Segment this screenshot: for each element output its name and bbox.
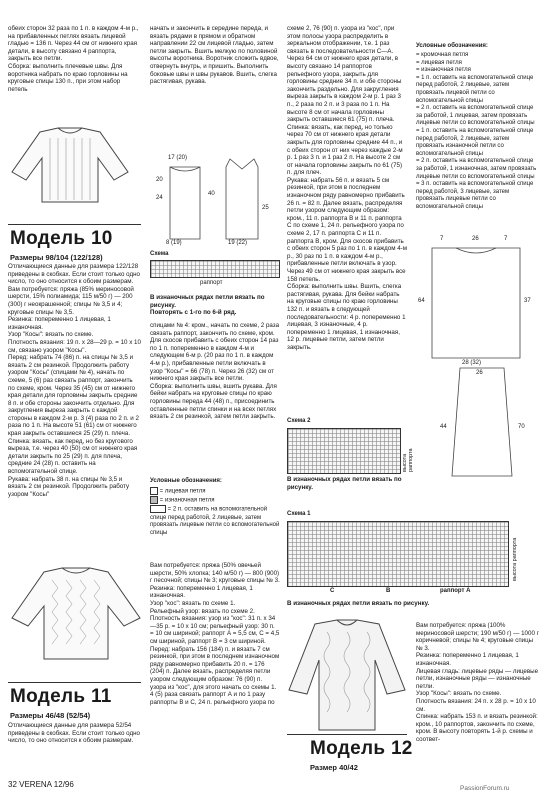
legend-knit-text: = лицевая петля (159, 488, 206, 495)
legend4-cable5-text: = 3 п. оставить на вспомогательной спице перед работой, 3 лицевые, затем провязать лицевые петли со вспомогательной спицы (416, 181, 534, 210)
schema1-chart (287, 521, 509, 587)
legend4-cable5 (416, 181, 538, 211)
col1-top-text: обеих сторон 32 раза по 1 п. в каждом 4-м р., на прибавленных петлях вязать лицевой гладью = 136 п. Через 44 см от нижнего края детали, в высоту связано 4 раппорта, закрыть все петли. Сборка: выполнить плечевые швы. Для воротника набрать по краю горловины на круговые спицы 130 п., при этом набор петель (8, 25, 139, 93)
schema1-label-b: B (386, 588, 391, 594)
chart-rapport-label: раппорт (200, 280, 223, 286)
legend4-edge-text: = кромочная петля (416, 52, 469, 58)
model11-sizes: Размеры 46/48 (52/54) (10, 711, 91, 720)
model11-dim-side-0: 64 (418, 298, 425, 304)
legend-title-col4: Условные обозначения: (416, 43, 488, 49)
legend4-edge (416, 52, 538, 60)
legend4-cable3-text: = 1 п. оставить на вспомогательной спице перед работой, 2 лицевые, затем провязать изнаночной петли со вспомогательной спицы (416, 127, 534, 157)
model10-heading: Модель 10 (10, 228, 113, 249)
model11-dim-top-0: 7 (440, 236, 444, 242)
legend4-purl-text: = изнаночная петля (416, 67, 471, 74)
legend4-cable1 (416, 75, 538, 105)
legend4-purl (416, 67, 538, 75)
legend4-knit-text: = лицевая петля (416, 59, 462, 66)
model10-dim-top: 17 (20) (168, 155, 188, 161)
model11-sleeve-1: 44 (440, 424, 447, 430)
legend-cable (150, 505, 280, 537)
model11-sweater-illustration (8, 566, 143, 661)
model10-rule (8, 224, 141, 225)
model11-dim-top-2: 7 (504, 236, 508, 242)
chart-title: Схема (150, 251, 169, 257)
model12-illustration (287, 620, 407, 732)
model10-schematic (150, 155, 280, 247)
legend-purl (150, 496, 280, 505)
legend4-cable4 (416, 158, 538, 181)
model12-rule (287, 734, 407, 735)
legend-cable-text: = 2 п. оставить на вспомогательной спице перед работой, 2 лицевые, затем провязать лицевые петли со вспомогательной спицы (150, 506, 280, 536)
model12-heading: Модель 12 (310, 738, 413, 759)
model10-dim-side-3: 25 (262, 205, 269, 211)
model12-sizes: Размер 40/42 (310, 763, 358, 772)
schema1-rapport-vertical: высота раппорта (512, 537, 518, 581)
model11-dim-side-1: 37 (524, 298, 531, 304)
legend4-cable2 (416, 105, 538, 128)
chart-note: В изнаночных рядах петли вязать по рисунку. Повторять с 1-го по 6-й ряд. (150, 294, 265, 317)
model10-dim-bottom: 8 (19) (166, 240, 182, 246)
model10-text: Отличающиеся данные для размера 122/128 приведены в скобках. Если стоит только одно число, то оно относится к обоим размерам. Вам потребуется: пряжа (85% мериносовой шерсти, 15% полиамида; 115 м/50 г) — 200 (300) г неокрашенной; спицы № 3,5 и 4; круговые спицы № 3,5. Резинка: попеременно 1 лицевая, 1 изнаночная. Узор "Косы": вязать по схеме. Плотность вязания: 19 п. х 28—29 р. = 10 х 10 см, связано узором "Косы". Перед: набрать 74 (86) п. на спицы № 3,5 и вязать 2 см резинкой. Продолжить работу узором "Косы" (спицами № 4), начать по схеме, 5 (6) раз связать раппорт, закончить по схеме, кром. Через 35 (45) см от нижнего края детали для горловины закрыть средние 8 п. и обе стороны закончить отдельно. Для закругления выреза закрыть с каждой стороны в каждом 2-м р. 3 (4) раза по 2 п. и 2 раза по 1 п. На высоте 51 (61) см от нижнего края закрыть оставшиеся 25 (29) п. плеча. Спинка: вязать, как перед, но без кругового выреза, т.е. через 40 (50) см от нижнего края детали закрыть по 25 (29) п. для плеча, средние 24 (28) п. оставить на вспомогательной спице. Рукава: набрать 38 п. на спицы № 3,5 и вязать 2 см резинкой. Продолжить работу узором "Косы" (8, 263, 141, 498)
model10-sweater-illustration (10, 124, 130, 204)
schema1-title: Схема 1 (287, 511, 311, 517)
schema1-note: В изнаночных рядах петли вязать по рисунку. (287, 600, 430, 607)
model11-heading: Модель 11 (10, 686, 112, 707)
legend4-cable1-text: = 1 п. оставить на вспомогательной спице перед работой, 2 лицевые, затем провязать лицевой петли со вспомогательной спицы (416, 74, 534, 104)
model10-sizes: Размеры 98/104 (122/128) (10, 253, 103, 262)
legend-col2 (150, 487, 280, 537)
model12-text: Вам потребуется: пряжа (100% мериносовой шерсти; 190 м/50 г) — 1000 г коричневой; спицы № 4; круговые спицы № 3. Резинка: попеременно 1 лицевая, 1 изнаночная. Лицевая гладь: лицевые ряды — лицевые петли, изнаночные ряды — изнаночные петли. Узор "Косы": вязать по схеме. Плотность вязания: 24 п. х 28 р. = 10 х 10 см. Спинка: набрать 153 п. и вязать резинкой: кром., 10 раппортов, закончить по схеме, кром. В высоту повторять 1-й р. схемы и соответ- (416, 622, 539, 743)
page-footer: 32 VERENA 12/96 (8, 780, 74, 789)
legend4-cable3 (416, 128, 538, 158)
model11-needs-text: Вам потребуется: пряжа (50% овечьей шерсти, 50% хлопка; 140 м/50 г) — 800 (900) г песочной; спицы № 3; круговые спицы № 3. Резинка: попеременно 1 лицевая, 1 изнаночная. Узор "кос": вязать по схеме 1. Рельефный узор: вязать по схеме 2. Плотность вязания: узор из "кос": 31 п. х 34—35 р. = 10 х 10 см; рельефный узор: 30 п. = 10 см шириной; раппорт А = 5,5 см, С = 4,5 см шириной, раппорт В = 3 см шириной. Перед: набрать 156 (184) п. и вязать 7 см резинкой, при этом в последнем изнаночном ряду равномерно прибавить 20 п. = 176 (204) п. Далее вязать, распределяя петли узором следующим образом: 76 (90) п. узора из "кос", для этого начать со схемы 1. 4 (5) раза связать раппорт А и по 1 разу раппорты В и С, 24 п. рельефного узора по (150, 562, 280, 706)
model11-text: Отличающиеся данные для размера 52/54 приведены в скобках. Если стоит только одно число, то оно относится к обоим размерам. (8, 722, 142, 745)
schema2-chart (287, 428, 401, 474)
legend-title-col2: Условные обозначения: (150, 478, 222, 484)
legend-purl-text: = изнаночная петля (159, 497, 215, 504)
schema1-rapport-a: раппорт А (440, 588, 471, 594)
model11-dim-bottom: 28 (32) (462, 360, 482, 366)
model11-dim-side-2: 70 (518, 424, 525, 430)
model11-schematic (412, 228, 540, 488)
schema2-rapport-vertical: высота раппорта (402, 448, 414, 472)
legend-col4 (416, 52, 538, 211)
schema2-title: Схема 2 (287, 418, 311, 424)
legend4-knit (416, 60, 538, 68)
legend4-cable4-text: = 2 п. оставить на вспомогательной спице за работой, 1 изнаночная, затем провязать лицевые петли со вспомогательной спицы (416, 158, 537, 180)
model11-rule (8, 682, 141, 683)
schema2-note: В изнаночных рядах петли вязать по рисунку. (287, 476, 404, 491)
cable-chart-small (150, 260, 280, 278)
model10-dim-side-1: 24 (156, 195, 163, 201)
model10-dim-side-2: 40 (208, 191, 215, 197)
model10-dim-side-0: 20 (156, 177, 163, 183)
model11-dim-top-1: 26 (472, 236, 479, 242)
legend4-cable2-text: = 2 п. оставить на вспомогательной спице за работой, 1 лицевая, затем провязать лицевые петли со вспомогательной спицы (416, 105, 535, 127)
col2-top-text: начать и закончить в середине переда, и вязать рядами в прямом и обратном направлении 22 см лицевой гладью, затем петли закрыть. Вшить мелкую по половиной высоты воротника. Воротник сложить вдвое, отвернуть внутрь, и пришить. Выполнить боковые швы и швы рукавов. Вшить, слегка растягивая, рукава. (150, 25, 281, 86)
legend-knit (150, 487, 280, 496)
col3-top-text: схеме 2, 76 (90) п. узора из "кос", при этом полосы узора распределить в зеркальном отображении, т.е. 1 раз связать в последовательности С—А. Через 64 см от нижнего края детали, в высоту связано 14 раппортов рельефного узора, закрыть для горловины средние 34 п. и обе стороны закончить раздельно. Для закругления выреза закрыть в каждом 2-м р. 1 раз 3 п., 2 раза по 2 п. и 3 раза по 1 п. На высоте 8 см от начала горловины закрыть оставшиеся 61 (75) п. плеча. Спинка: вязать, как перед, но только через 70 см от нижнего края детали закрыть для горловины средние 44 п., и с обеих сторон от них через каждые 2-м р. 1 раз 3 п. и 1 раз 2 п. На высоте 2 см от начала горловины закрыть по 61 (75) п. для плеч. Рукава: набрать 56 п. и вязать 5 см резинкой, при этом в последнем изнаночном ряду равномерно прибавить 26 п. = 82 п. Далее вязать, распределяя петли узором следующим образом: кром., 11 п. раппорта В и 11 п. раппорта С по схеме 1, 24 п. рельефного узора по схеме 2, 17 п. раппорта С и 11 п. раппорта В, кром. Для скосов прибавить с обеих сторон 5 раз по 1 п. в каждом 4-м р., 30 раз по 1 п. в каждом 4-м р., прибавленные петли включать в узор. Через 49 см от нижнего края закрыть все 158 петель. Сборка: выполнить швы. Вшить, слегка растягивая, рукава. Для бейки набрать на круговые спицы по краю горловины 132 п. и вязать в следующей последовательности: 4 р. попеременно 1 лицевая, 3 изнаночные, 4 р. попеременно 1 лицевая, 1 изнаночная, 12 р. лицевые петли, затем петли закрыть. (287, 25, 407, 351)
model10-dim-width: 19 (22) (228, 240, 248, 246)
watermark: PassionForum.ru (460, 785, 510, 792)
model11-sleeve-0: 26 (476, 370, 483, 376)
col2-mid-text: спицами № 4: кром., начать по схеме, 2 раза связать раппорт, закончить по схеме, кром. Для скосов прибавить с обеих сторон 14 раз по 1 п. попеременно в каждом 4-м и следующем 6-м р. (20 раз по 1 п. в каждом 4-м р.), прибавленные петли включать в узор "Косы" = 66 (78) п. Через 26 (32) см от нижнего края закрыть все петли. Сборка: выполнить швы, вшить рукава. Для бейки набрать на круговые спицы по краю горловины переда 44 (48) п., присоединить оставленные петли спинки и на всех петлях вязать 2 см резинкой, затем петли закрыть. (150, 322, 280, 421)
schema1-label-c: C (330, 588, 335, 594)
